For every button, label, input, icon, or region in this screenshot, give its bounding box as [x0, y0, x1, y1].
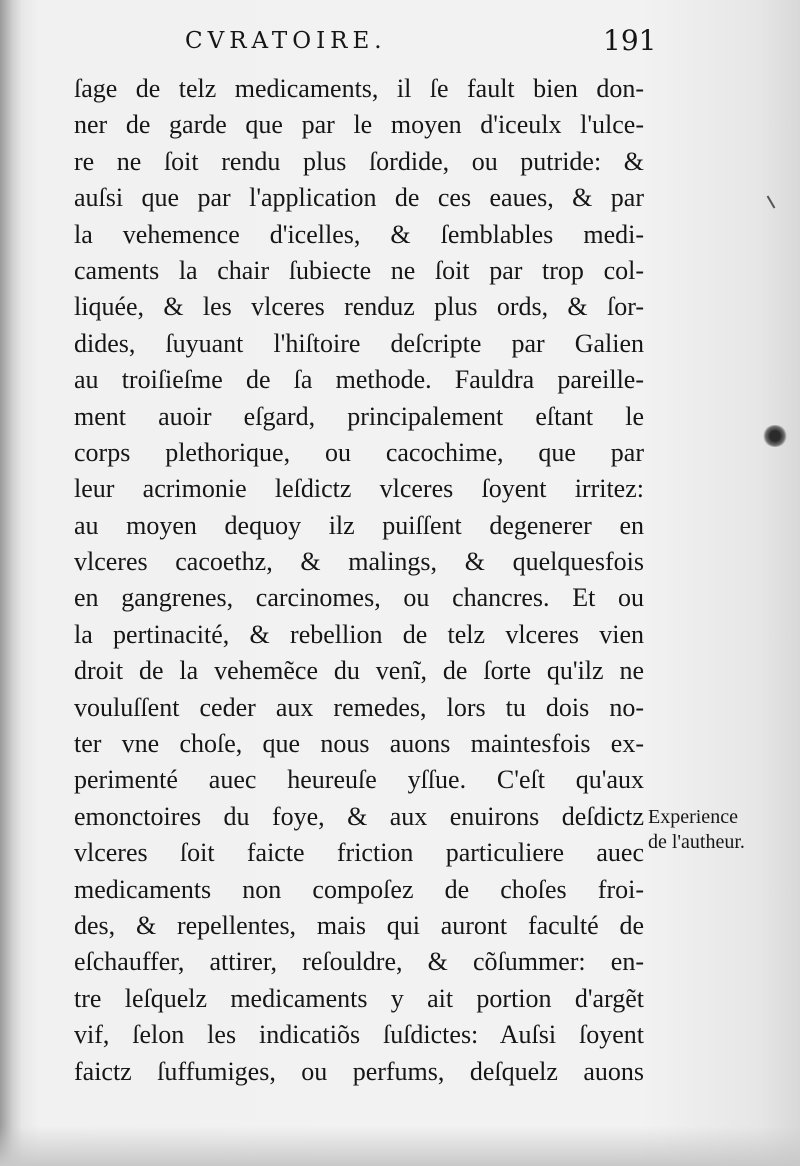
stray-mark	[767, 195, 776, 208]
text-line: auſsi que par l'application de ces eaues, & par	[74, 183, 644, 213]
text-line: vif, ſelon les indicatiõs ſuſdictes: Auſsi ſoyent	[74, 1020, 644, 1050]
text-line: au moyen dequoy ilz puiſſent degenerer en	[74, 510, 644, 540]
text-line: droit de la vehemẽce du venĩ, de ſorte qu'ilz ne	[74, 656, 644, 686]
text-line: perimenté auec heureuſe yſſue. C'eſt qu'aux	[74, 765, 644, 795]
margin-note-line: de l'autheur.	[648, 831, 745, 853]
text-line: leur acrimonie leſdictz vlceres ſoyent irritez:	[74, 474, 644, 504]
text-line: ſage de telz medicaments, il ſe fault bien don-	[74, 74, 644, 103]
text-line: ment auoir eſgard, principalement eſtant le	[74, 401, 644, 431]
text-line: liquée, & les vlceres renduz plus ords, & ſor-	[74, 292, 644, 322]
text-line: faictz ſuffumiges, ou perfums, deſquelz auons	[74, 1056, 644, 1086]
gutter-shadow	[0, 0, 22, 1166]
margin-note	[648, 805, 745, 855]
text-line: ter vne choſe, que nous auons maintesfois ex-	[74, 729, 644, 759]
text-line: au troiſieſme de ſa methode. Fauldra pareille-	[74, 365, 644, 395]
text-line: emonctoires du foye, & aux enuirons deſdictz	[74, 801, 644, 831]
text-line: dides, ſuyuant l'hiſtoire deſcripte par Galien	[74, 328, 644, 358]
text-line: vlceres ſoit faicte friction particuliere auec	[74, 838, 644, 868]
text-line: la pertinacité, & rebellion de telz vlceres vien	[74, 619, 644, 649]
text-line: ner de garde que par le moyen d'iceulx l'ulce-	[74, 110, 644, 140]
text-line: vouluſſent ceder aux remedes, lors tu dois no-	[74, 692, 644, 722]
text-line: des, & repellentes, mais qui auront faculté de	[74, 910, 644, 940]
running-head: CVRATOIRE.	[185, 28, 387, 54]
page-number: 191	[603, 24, 657, 57]
ink-blot	[762, 425, 788, 447]
text-line: vlceres cacoethz, & malings, & quelquesfois	[74, 547, 644, 577]
main-text-block	[74, 71, 644, 1090]
bottom-shadow	[0, 1126, 800, 1166]
text-line: eſchauffer, attirer, reſouldre, & cõſummer: en-	[74, 947, 644, 977]
margin-note-line: Experience	[648, 806, 738, 828]
text-line: la vehemence d'icelles, & ſemblables medi-	[74, 219, 644, 249]
text-line: medicaments non compoſez de choſes froi-	[74, 874, 644, 904]
text-line: caments la chair ſubiecte ne ſoit par trop col-	[74, 255, 644, 285]
text-line: en gangrenes, carcinomes, ou chancres. Et ou	[74, 583, 644, 613]
text-line: tre leſquelz medicaments y ait portion d'argẽt	[74, 983, 644, 1013]
text-line: corps plethorique, ou cacochime, que par	[74, 437, 644, 467]
text-line: re ne ſoit rendu plus ſordide, ou putride: &	[74, 146, 644, 176]
